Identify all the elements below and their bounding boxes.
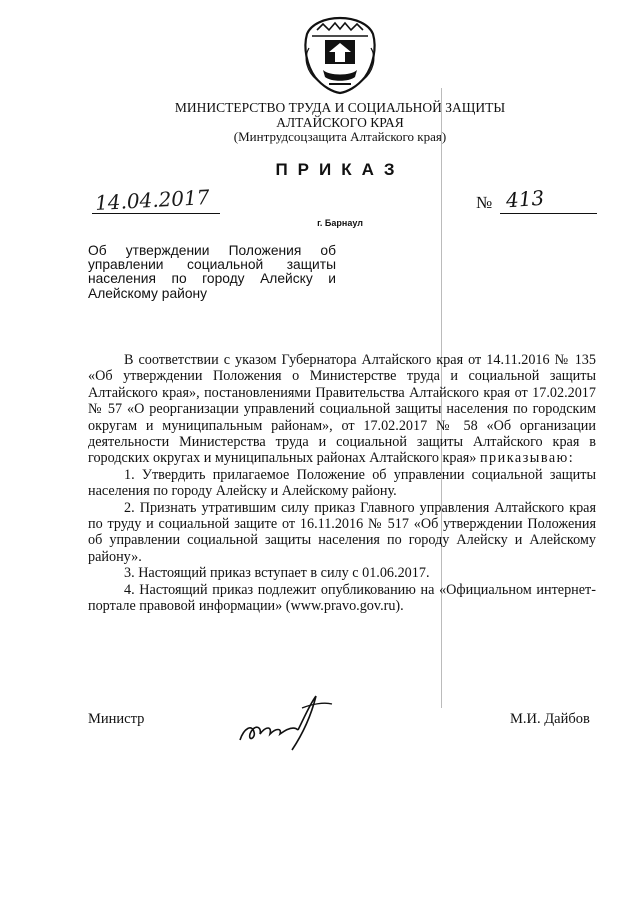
preamble <box>88 352 596 467</box>
signatory-position: Министр <box>88 711 145 727</box>
document-number: 413 <box>505 185 545 213</box>
preamble-text: В соответствии с указом Губернатора Алтайского края от 14.11.2016 № 135 «Об утверждении Положения о Министерстве труда и социальной защиты Алтайского края», постановлениями Правительства Алтайского края от 17.02.2017 № 57 «О реорганизации управлений социальной защиты населения по городским округам и муниципальным районам», от 17.02.2017 № 58 «Об организации деятельности Министерства труда и социальной защиты Алтайского края в городских округах и муниципальных районах Алтайского края» <box>88 352 596 467</box>
order-item-3: 3. Настоящий приказ вступает в силу с 01.06.2017. <box>124 565 430 582</box>
preamble-command: приказываю: <box>479 450 575 467</box>
order-item-1: 1. Утвердить прилагаемое Положение об управлении социальной защиты населения по городу Алейску и Алейскому району. <box>88 466 596 500</box>
order-item-4: 4. Настоящий приказ подлежит опубликованию на «Официальном интернет-портале правовой информации» (www.pravo.gov.ru). <box>88 581 596 615</box>
signatory-name: М.И. Дайбов <box>510 711 590 727</box>
date-underline <box>92 213 220 214</box>
number-underline <box>500 213 597 214</box>
document-subject: Об утверждении Положения об управлении социальной защиты населения по городу Алейску и Алейскому району <box>88 243 336 301</box>
document-body <box>88 352 596 615</box>
order-item-2: 2. Признать утратившим силу приказ Главного управления Алтайского края по труду и социальной защите от 16.11.2016 № 517 «Об утверждении Положения об управлении социальной защиты населения по городу Алейску и Алейскому району». <box>88 499 596 565</box>
coat-of-arms-icon <box>299 14 381 96</box>
document-type-title: ПРИКАЗ <box>275 160 405 179</box>
ministry-name: МИНИСТЕРСТВО ТРУДА И СОЦИАЛЬНОЙ ЗАЩИТЫ <box>174 100 506 115</box>
number-label: № <box>476 193 493 212</box>
ministry-region: АЛТАЙСКОГО КРАЯ <box>276 115 404 130</box>
ministry-short-name: (Минтрудсоцзащита Алтайского края) <box>233 129 447 144</box>
handwritten-signature-icon <box>232 688 342 758</box>
document-city: г. Барнаул <box>317 218 363 228</box>
document-date: 14.04.2017 <box>94 185 211 215</box>
